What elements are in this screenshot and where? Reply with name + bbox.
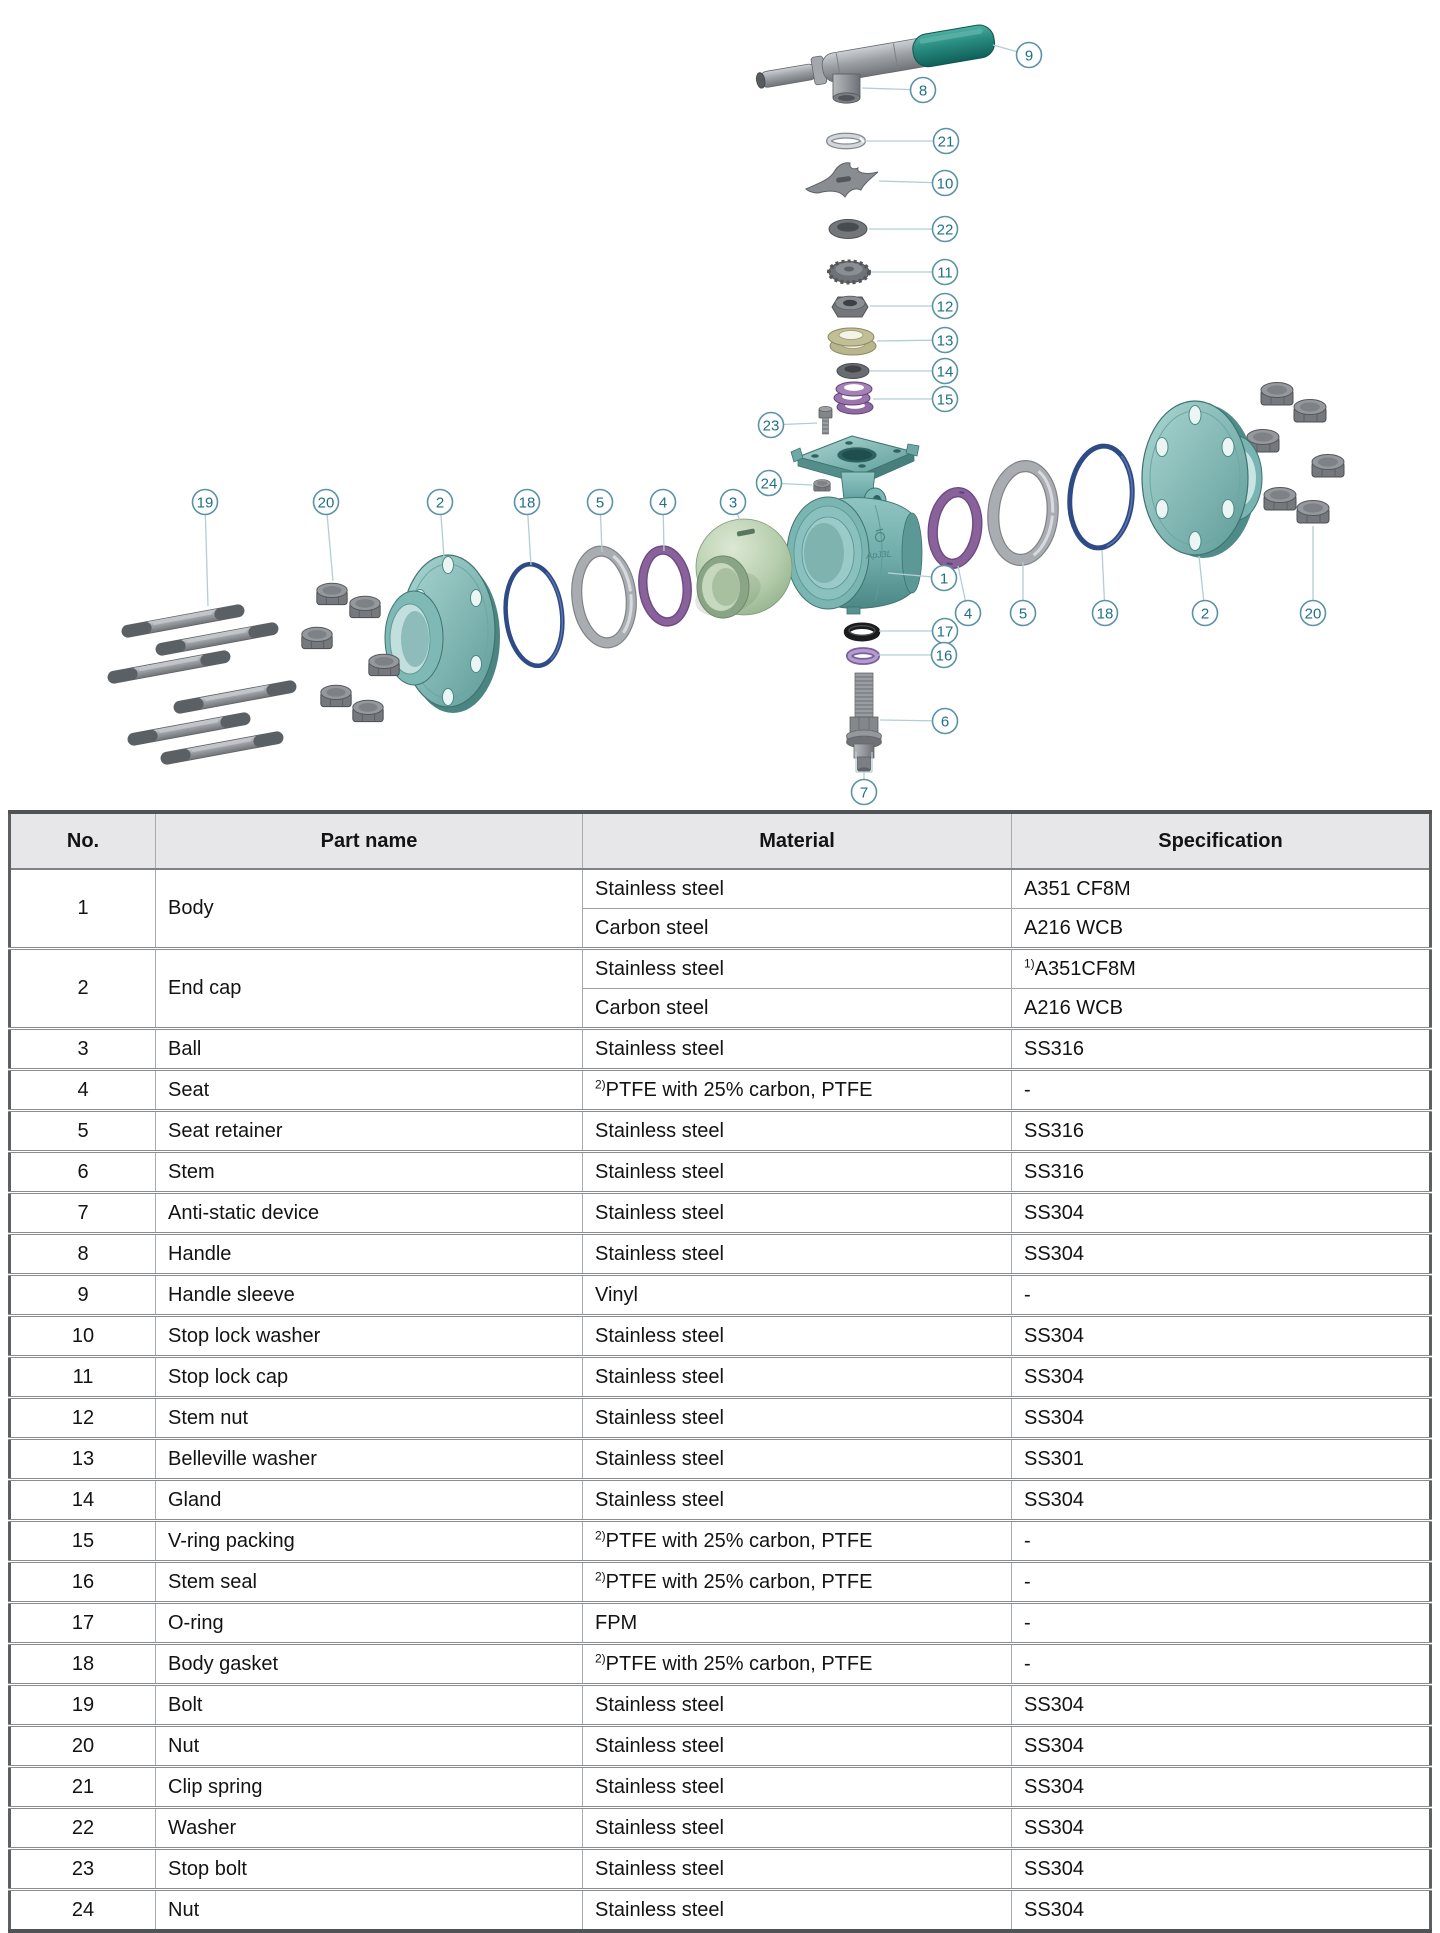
callout-7 (852, 773, 877, 805)
table-row (10, 1439, 1431, 1480)
seat-retainer-right (984, 458, 1063, 569)
cell-specification: SS304 (1012, 1849, 1431, 1890)
end-cap-left (385, 555, 500, 713)
callout-24 (757, 471, 813, 496)
callout-number: 20 (1304, 605, 1322, 623)
cell-material: Stainless steel (583, 1849, 1012, 1890)
table-row (10, 1726, 1431, 1767)
callout-22 (869, 217, 958, 242)
cell-part-name: Stop lock cap (156, 1357, 583, 1398)
cell-part-name: Gland (156, 1480, 583, 1521)
table-row (10, 1890, 1431, 1932)
table-row (10, 1357, 1431, 1398)
col-header-material: Material (583, 812, 1012, 869)
callout-10 (879, 171, 958, 196)
callout-number: 6 (940, 713, 950, 731)
cell-specification: SS304 (1012, 1234, 1431, 1275)
callout-number: 23 (762, 417, 780, 435)
callout-17 (879, 619, 958, 644)
nut-cluster-right (1247, 383, 1344, 524)
cell-specification: SS304 (1012, 1685, 1431, 1726)
cell-part-name: Body (156, 869, 583, 949)
callout-number: 10 (936, 175, 954, 193)
table-row (10, 1398, 1431, 1439)
stop-lock-washer-part (806, 163, 878, 197)
cell-no: 9 (10, 1275, 156, 1316)
cell-material: Stainless steel (583, 1193, 1012, 1234)
cell-no: 7 (10, 1193, 156, 1234)
exploded-view-diagram (0, 0, 1440, 810)
cell-material: Stainless steel (583, 1316, 1012, 1357)
callout-9 (993, 43, 1042, 68)
cell-specification: SS316 (1012, 1152, 1431, 1193)
body-gasket-left (501, 561, 567, 668)
o-ring-part (847, 626, 877, 639)
cell-part-name: V-ring packing (156, 1521, 583, 1562)
callout-number: 2 (435, 494, 445, 512)
cell-material: Stainless steel (583, 1480, 1012, 1521)
stop-lock-cap-part (829, 262, 869, 283)
cell-no: 17 (10, 1603, 156, 1644)
cell-specification: SS316 (1012, 1111, 1431, 1152)
cell-part-name: Handle (156, 1234, 583, 1275)
anti-static-device-part (858, 757, 871, 773)
table-row (10, 1070, 1431, 1111)
cell-part-name: Body gasket (156, 1644, 583, 1685)
callout-number: 24 (760, 475, 778, 493)
cell-no: 6 (10, 1152, 156, 1193)
cell-no: 8 (10, 1234, 156, 1275)
cell-part-name: Stem nut (156, 1398, 583, 1439)
cell-material: Carbon steel (583, 909, 1012, 949)
cell-specification: - (1012, 1562, 1431, 1603)
cell-specification: - (1012, 1603, 1431, 1644)
seat-left (635, 544, 695, 629)
cell-specification: A216 WCB (1012, 909, 1431, 949)
nut-cluster-left (302, 583, 399, 721)
table-row (10, 1275, 1431, 1316)
cell-part-name: Ball (156, 1029, 583, 1070)
cell-no: 16 (10, 1562, 156, 1603)
cell-no: 18 (10, 1644, 156, 1685)
cell-part-name: Bolt (156, 1685, 583, 1726)
body-gasket-right (1066, 443, 1137, 550)
cell-material: Carbon steel (583, 989, 1012, 1029)
cell-part-name: Nut (156, 1726, 583, 1767)
cell-material: Stainless steel (583, 1398, 1012, 1439)
cell-no: 13 (10, 1439, 156, 1480)
cell-part-name: O-ring (156, 1603, 583, 1644)
callout-number: 5 (1018, 605, 1028, 623)
cell-part-name: Stop lock washer (156, 1316, 583, 1357)
cell-part-name: Nut (156, 1890, 583, 1932)
handle-socket (833, 74, 860, 103)
cell-no: 5 (10, 1111, 156, 1152)
callout-number: 15 (936, 391, 954, 409)
callout-11 (871, 260, 958, 285)
cell-material: $^{2)}$PTFE with 25% carbon, PTFE (583, 1562, 1012, 1603)
cell-specification: SS304 (1012, 1193, 1431, 1234)
cell-part-name: Seat (156, 1070, 583, 1111)
col-header-no: No. (10, 812, 156, 869)
callout-number: 8 (918, 82, 928, 100)
cell-specification: SS304 (1012, 1357, 1431, 1398)
callout-21 (865, 129, 959, 154)
cell-specification: SS316 (1012, 1029, 1431, 1070)
cell-material: Stainless steel (583, 1029, 1012, 1070)
cell-specification: $^{1)}$A351CF8M (1012, 949, 1431, 989)
callout-5 (588, 490, 613, 553)
stud-bolts-part (107, 604, 297, 765)
callout-number: 4 (963, 605, 973, 623)
callout-number: 9 (1024, 47, 1034, 65)
callout-number: 19 (196, 494, 214, 512)
callout-15 (873, 387, 958, 412)
cell-specification: SS304 (1012, 1316, 1431, 1357)
cell-part-name: Seat retainer (156, 1111, 583, 1152)
callout-6 (880, 709, 958, 734)
callout-number: 4 (658, 494, 668, 512)
callout-4 (651, 490, 676, 552)
callout-layer (193, 43, 1326, 805)
cell-no: 10 (10, 1316, 156, 1357)
end-cap-right (1142, 401, 1262, 558)
cell-material: Stainless steel (583, 1439, 1012, 1480)
callout-4 (956, 566, 981, 626)
cell-specification: SS301 (1012, 1439, 1431, 1480)
table-header-row (10, 812, 1431, 869)
cell-no: 23 (10, 1849, 156, 1890)
cell-no: 3 (10, 1029, 156, 1070)
svg-text:ApJ3L: ApJ3L (865, 548, 893, 561)
cell-specification: SS304 (1012, 1890, 1431, 1932)
cell-material: Stainless steel (583, 869, 1012, 909)
small-nut-part (814, 479, 831, 491)
cell-specification: A351 CF8M (1012, 869, 1431, 909)
cell-part-name: Handle sleeve (156, 1275, 583, 1316)
callout-8 (862, 78, 936, 103)
seat-retainer-left (567, 543, 641, 651)
callout-16 (878, 643, 957, 668)
cell-part-name: Stem seal (156, 1562, 583, 1603)
callout-number: 16 (935, 647, 953, 665)
cell-specification: SS304 (1012, 1808, 1431, 1849)
valve-body-part (787, 436, 922, 614)
callout-number: 7 (859, 784, 869, 802)
table-row (10, 1234, 1431, 1275)
cell-material: $^{2)}$PTFE with 25% carbon, PTFE (583, 1070, 1012, 1111)
ball-part (689, 519, 792, 624)
table-row (10, 1685, 1431, 1726)
table-row (10, 1808, 1431, 1849)
cell-no: 15 (10, 1521, 156, 1562)
cell-specification: SS304 (1012, 1767, 1431, 1808)
table-row (10, 1849, 1431, 1890)
table-row (10, 1152, 1431, 1193)
table-row (10, 1562, 1431, 1603)
callout-13 (877, 328, 958, 353)
callout-23 (759, 413, 818, 438)
washer-part (829, 220, 867, 239)
table-row (10, 949, 1431, 989)
cell-specification: A216 WCB (1012, 989, 1431, 1029)
callout-number: 2 (1200, 605, 1210, 623)
cell-no: 2 (10, 949, 156, 1029)
cell-no: 19 (10, 1685, 156, 1726)
table-row (10, 1644, 1431, 1685)
cell-material: Vinyl (583, 1275, 1012, 1316)
callout-number: 17 (936, 623, 954, 641)
handle-part (754, 23, 997, 96)
callout-20 (314, 490, 339, 582)
cell-material: Stainless steel (583, 1767, 1012, 1808)
callout-number: 18 (518, 494, 536, 512)
cell-material: Stainless steel (583, 1726, 1012, 1767)
table-row (10, 1029, 1431, 1070)
cell-specification: SS304 (1012, 1398, 1431, 1439)
cell-part-name: Clip spring (156, 1767, 583, 1808)
table-row (10, 1193, 1431, 1234)
callout-20 (1301, 526, 1326, 626)
callout-number: 5 (595, 494, 605, 512)
stem-nut-part (832, 296, 868, 317)
cell-material: $^{2)}$PTFE with 25% carbon, PTFE (583, 1521, 1012, 1562)
table-row (10, 1603, 1431, 1644)
callout-5 (1011, 562, 1036, 626)
parts-table-body (10, 869, 1431, 1931)
cell-specification: - (1012, 1275, 1431, 1316)
cell-part-name: Washer (156, 1808, 583, 1849)
callout-12 (870, 294, 958, 319)
callout-14 (870, 359, 958, 384)
col-header-specification: Specification (1012, 812, 1431, 869)
cell-material: Stainless steel (583, 1890, 1012, 1932)
clip-spring-part (829, 136, 864, 147)
cell-part-name: End cap (156, 949, 583, 1029)
cell-no: 1 (77, 897, 89, 919)
callout-number: 12 (936, 298, 954, 316)
callout-2 (1193, 556, 1218, 626)
cell-part-name: Anti-static device (156, 1193, 583, 1234)
callout-number: 22 (936, 221, 954, 239)
cell-no: 20 (10, 1726, 156, 1767)
gland-part (837, 364, 869, 379)
cell-material: Stainless steel (583, 1685, 1012, 1726)
callout-2 (428, 490, 453, 558)
callout-18 (1093, 550, 1118, 626)
cell-specification: - (1012, 1070, 1431, 1111)
callout-number: 11 (937, 264, 953, 282)
cell-material: Stainless steel (583, 1152, 1012, 1193)
callout-19 (193, 490, 218, 607)
callout-number: 13 (936, 332, 954, 350)
stop-bolt-part (819, 406, 832, 434)
cell-part-name: Stop bolt (156, 1849, 583, 1890)
cell-specification: SS304 (1012, 1480, 1431, 1521)
cell-no: 14 (10, 1480, 156, 1521)
table-row (10, 1767, 1431, 1808)
cell-no: 22 (10, 1808, 156, 1849)
table-row (10, 869, 1431, 909)
cell-specification: - (1012, 1644, 1431, 1685)
cell-material: Stainless steel (583, 1111, 1012, 1152)
callout-18 (515, 490, 540, 566)
cell-part-name: Belleville washer (156, 1439, 583, 1480)
callout-number: 18 (1096, 605, 1114, 623)
callout-number: 14 (936, 363, 954, 381)
cell-material: FPM (583, 1603, 1012, 1644)
table-row (10, 1111, 1431, 1152)
table-row (10, 1316, 1431, 1357)
callout-number: 21 (937, 133, 955, 151)
callout-number: 3 (728, 494, 738, 512)
cell-material: Stainless steel (583, 949, 1012, 989)
stem-seal-part (850, 651, 877, 662)
cell-specification: - (1012, 1521, 1431, 1562)
cell-material: Stainless steel (583, 1234, 1012, 1275)
stem-part (847, 673, 882, 773)
cell-material: Stainless steel (583, 1808, 1012, 1849)
cell-no: 11 (10, 1357, 156, 1398)
cell-part-name: Stem (156, 1152, 583, 1193)
handle-sleeve-part (910, 23, 996, 69)
col-header-part-name: Part name (156, 812, 583, 869)
cell-no: 21 (10, 1767, 156, 1808)
cell-material: $^{2)}$PTFE with 25% carbon, PTFE (583, 1644, 1012, 1685)
table-row (10, 1480, 1431, 1521)
callout-3 (721, 490, 746, 522)
v-ring-packing-part (834, 382, 873, 414)
cell-no: 4 (10, 1070, 156, 1111)
seat-right (924, 485, 986, 572)
table-row (10, 1521, 1431, 1562)
callout-number: 1 (939, 570, 949, 588)
parts-table (8, 810, 1432, 1933)
cell-no: 12 (10, 1398, 156, 1439)
cell-specification: SS304 (1012, 1726, 1431, 1767)
callout-number: 20 (317, 494, 335, 512)
cell-no: 24 (10, 1890, 156, 1932)
cell-material: Stainless steel (583, 1357, 1012, 1398)
belleville-washer-part (828, 328, 876, 355)
